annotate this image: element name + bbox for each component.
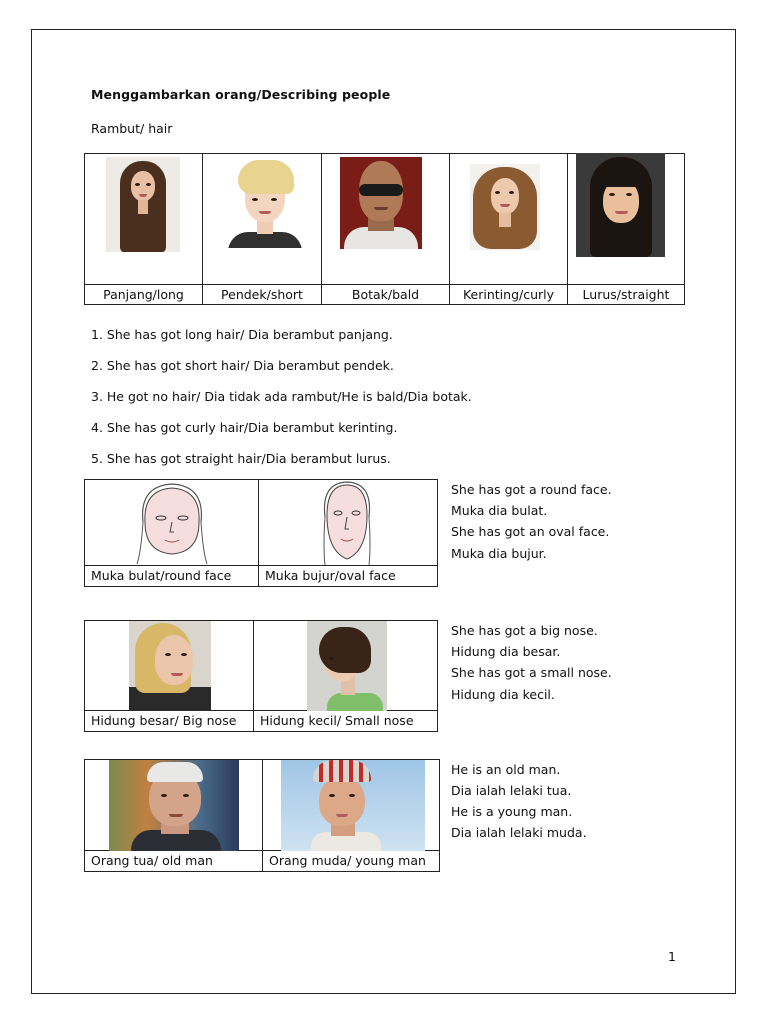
photo-cell-oval-face <box>259 480 438 566</box>
curly-hair-photo <box>470 164 540 250</box>
face-sentence-4: Muka dia bujur. <box>451 546 547 561</box>
caption-young-man: Orang muda/ young man <box>263 851 440 872</box>
hair-sentence-2: 2. She has got short hair/ Dia berambut pendek. <box>91 358 394 373</box>
nose-sentence-2: Hidung dia besar. <box>451 644 561 659</box>
caption-oval-face: Muka bujur/oval face <box>259 566 438 587</box>
photo-cell-round-face <box>85 480 259 566</box>
oval-face-sketch <box>319 481 375 567</box>
age-sentence-2: Dia ialah lelaki tua. <box>451 783 572 798</box>
photo-cell-old-man <box>85 760 263 851</box>
age-sentence-1: He is an old man. <box>451 762 561 777</box>
hair-table <box>84 153 685 305</box>
caption-small-nose: Hidung kecil/ Small nose <box>254 711 438 732</box>
short-hair-photo <box>226 158 304 248</box>
hair-sentence-5: 5. She has got straight hair/Dia berambut lurus. <box>91 451 391 466</box>
face-shape-table <box>84 479 438 587</box>
caption-short: Pendek/short <box>203 285 322 305</box>
big-nose-photo <box>129 621 211 711</box>
caption-curly: Kerinting/curly <box>450 285 568 305</box>
nose-table <box>84 620 438 732</box>
age-sentence-4: Dia ialah lelaki muda. <box>451 825 587 840</box>
nose-sentence-4: Hidung dia kecil. <box>451 687 555 702</box>
small-nose-photo <box>307 621 387 711</box>
photo-cell-short <box>203 154 322 285</box>
photo-cell-big-nose <box>85 621 254 711</box>
long-hair-photo <box>106 157 180 252</box>
page-number: 1 <box>668 949 676 964</box>
caption-big-nose: Hidung besar/ Big nose <box>85 711 254 732</box>
bald-photo <box>340 157 422 249</box>
document-title: Menggambarkan orang/Describing people <box>91 87 391 102</box>
face-sentence-1: She has got a round face. <box>451 482 612 497</box>
caption-old-man: Orang tua/ old man <box>85 851 263 872</box>
photo-cell-bald <box>322 154 450 285</box>
hair-heading: Rambut/ hair <box>91 121 173 136</box>
caption-bald: Botak/bald <box>322 285 450 305</box>
young-man-photo <box>281 760 425 851</box>
old-man-photo <box>109 760 239 851</box>
round-face-sketch <box>135 482 209 566</box>
nose-sentence-3: She has got a small nose. <box>451 665 612 680</box>
straight-hair-photo <box>576 153 665 257</box>
caption-round-face: Muka bulat/round face <box>85 566 259 587</box>
age-table <box>84 759 440 872</box>
photo-cell-young-man <box>263 760 440 851</box>
caption-straight: Lurus/straight <box>568 285 685 305</box>
hair-sentence-1: 1. She has got long hair/ Dia berambut panjang. <box>91 327 393 342</box>
photo-cell-curly <box>450 154 568 285</box>
hair-sentence-3: 3. He got no hair/ Dia tidak ada rambut/He is bald/Dia botak. <box>91 389 472 404</box>
hair-sentence-4: 4. She has got curly hair/Dia berambut kerinting. <box>91 420 398 435</box>
photo-cell-long <box>85 154 203 285</box>
age-sentence-3: He is a young man. <box>451 804 573 819</box>
face-sentence-2: Muka dia bulat. <box>451 503 548 518</box>
caption-long: Panjang/long <box>85 285 203 305</box>
nose-sentence-1: She has got a big nose. <box>451 623 598 638</box>
photo-cell-straight <box>568 154 685 285</box>
photo-cell-small-nose <box>254 621 438 711</box>
face-sentence-3: She has got an oval face. <box>451 524 610 539</box>
